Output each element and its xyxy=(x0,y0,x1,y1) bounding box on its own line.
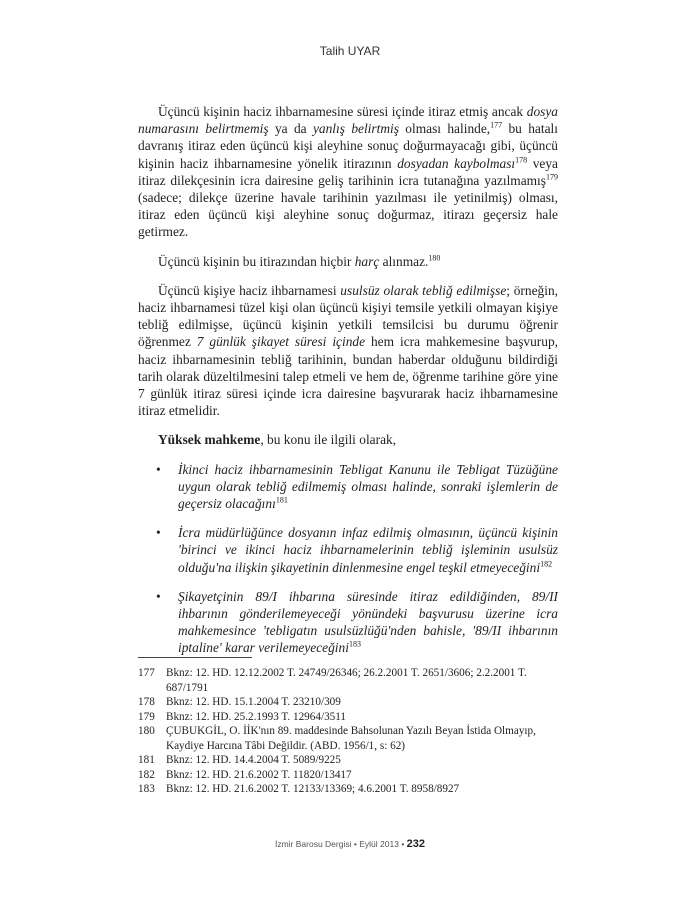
bullet-icon: • xyxy=(156,588,161,604)
footnote-ref[interactable]: 178 xyxy=(515,155,528,165)
footnote-text: ÇUBUKGİL, O. İİK'nın 89. maddesinde Bahsolunan Yazılı Beyan İstida Olmayıp, Kaydiye Harcına Tâbi Değildir. (ABD. 1956/1, s: 62) xyxy=(166,725,536,752)
footnote-divider xyxy=(138,657,252,658)
footnote xyxy=(138,666,560,695)
footnote-text: Bknz: 12. HD. 21.6.2002 T. 11820/13417 xyxy=(166,768,352,781)
footnote xyxy=(138,768,560,783)
footnote xyxy=(138,695,560,710)
footnote-number: 179 xyxy=(138,710,155,723)
footnote-number: 178 xyxy=(138,696,155,708)
emphasis: yanlış belirtmiş xyxy=(312,121,399,137)
emphasis: dosyadan kaybolması xyxy=(397,155,516,171)
footnote-ref[interactable]: 179 xyxy=(546,172,558,182)
running-header xyxy=(0,44,700,58)
emphasis: 7 günlük şikayet süresi içinde xyxy=(196,334,366,350)
footnote-number: 180 xyxy=(138,725,155,737)
body-text xyxy=(138,103,558,669)
ruling-list xyxy=(138,461,558,657)
paragraph-3: Üçüncü kişiye haciz ihbarnamesi usulsüz olarak tebliğ edilmişse; örneğin, haciz ihbarnamesi tüzel kişi olan üçüncü kişiyi temsile yetkili olmayan kişiye tebliğ edilmişse, üçüncü kişinin yetkili temsilcisi bu durumu öğrenir öğrenmez 7 günlük şikayet süresi içinde hem icra mahkemesine başvurup, haciz ihbarnamesinin tebliğ tarihinin, bundan haberdar olduğunu bildirdiği tarih olarak düzeltilmesini talep etmeli ve hem de, öğrenme tarihine göre yine 7 günlük itiraz süresi içinde icra dairesine başvurarak haciz ihbarnamesine itiraz etmelidir. xyxy=(138,282,559,419)
footnote-ref[interactable]: 183 xyxy=(348,640,361,650)
footnote xyxy=(138,782,560,797)
footnote xyxy=(138,753,560,768)
list-item: • Şikayetçinin 89/I ihbarına süresinde itiraz edildiğinden, 89/II ihbarının gönderilemeyeceği yönündeki başvurusu üzerine icra mahkemesince 'tebligatın usulsüzlüğü'nden bahisle, '89/II ihbarının iptaline' karar verilemeyeceğini$^{183}$ xyxy=(156,588,558,656)
footnote-number: 177 xyxy=(138,667,155,679)
footnote-text: Bknz: 12. HD. 12.12.2002 T. 24749/26346; 26.2.2001 T. 2651/3606; 2.2.2001 T. 687/1791 xyxy=(166,667,527,694)
footnote-number: 183 xyxy=(138,783,155,795)
paragraph-1: Üçüncü kişinin haciz ihbarnamesine süresi içinde itiraz etmiş ancak dosya numarasını belirtmemiş ya da yanlış belirtmiş olması halinde,$^{177}$ bu hatalı davranış itiraz eden üçüncü kişi aleyhine sonuç doğurmayacağı gibi, üçüncü kişinin haciz ihbarnamesine yönelik itirazının dosyadan kaybolması$^{178}$ veya itiraz dilekçesinin icra dairesine geliş tarihinin icra tutanağına yazılmamış$^{179}$ (sadece; dilekçe üzerine havale tarihinin yazılması ile yetinilmiş) olması, itiraz eden üçüncü kişi aleyhine sonuç doğurmaz, itirazı geçersiz hale getirmez. xyxy=(138,104,558,240)
issue-date: Eylül 2013 xyxy=(359,839,399,849)
footnote-text: Bknz: 12. HD. 15.1.2004 T. 23210/309 xyxy=(166,696,341,708)
footnote-text: Bknz: 12. HD. 14.4.2004 T. 5089/9225 xyxy=(166,754,341,766)
list-item: • İkinci haciz ihbarnamesinin Tebligat Kanunu ile Tebligat Tüzüğüne uygun olarak tebliğ edilmemiş olması halinde, sonraki işlemlerin de geçersiz olacağını$^{181}$ xyxy=(156,461,558,512)
bold-term: Yüksek mahkeme xyxy=(158,432,261,448)
footnote-ref[interactable]: 180 xyxy=(428,253,441,263)
page-number: 232 xyxy=(406,838,426,850)
bullet-icon: • xyxy=(156,525,161,541)
footnote xyxy=(138,710,560,725)
paragraph-4: Yüksek mahkeme, bu konu ile ilgili olarak, xyxy=(158,432,397,448)
emphasis: dosya numarasını belirtmemiş xyxy=(138,104,558,137)
journal-name: İzmir Barosu Dergisi xyxy=(274,839,352,849)
footnote xyxy=(138,724,560,753)
footnote-ref[interactable]: 181 xyxy=(275,495,288,505)
separator: • xyxy=(353,839,357,849)
paragraph-2: Üçüncü kişinin bu itirazından hiçbir harç alınmaz.$^{180}$ xyxy=(158,253,441,269)
emphasis: harç xyxy=(354,253,380,269)
list-item: • İcra müdürlüğünce dosyanın infaz edilmiş olmasının, üçüncü kişinin 'birinci ve ikinci haciz ihbarnamelerinin tebliğ işleminin usulsüz olduğu'na ilişkin şikayetinin dinlenmesine engel teşkil etmeyeceğini$^{182}$ xyxy=(156,525,558,575)
author-name: Talih UYAR xyxy=(319,44,381,58)
footnote-ref[interactable]: 182 xyxy=(540,559,553,569)
separator: • xyxy=(401,839,405,849)
emphasis: usulsüz olarak tebliğ edilmişse xyxy=(340,282,507,298)
footnotes xyxy=(138,666,560,797)
running-footer xyxy=(0,838,700,850)
bullet-icon: • xyxy=(156,461,161,477)
footnote-number: 181 xyxy=(138,754,155,766)
footnote-ref[interactable]: 177 xyxy=(490,120,503,130)
footnote-number: 182 xyxy=(138,768,155,781)
footnote-text: Bknz: 12. HD. 25.2.1993 T. 12964/3511 xyxy=(166,710,347,723)
footnote-text: Bknz: 12. HD. 21.6.2002 T. 12133/13369; 4.6.2001 T. 8958/8927 xyxy=(166,783,460,795)
